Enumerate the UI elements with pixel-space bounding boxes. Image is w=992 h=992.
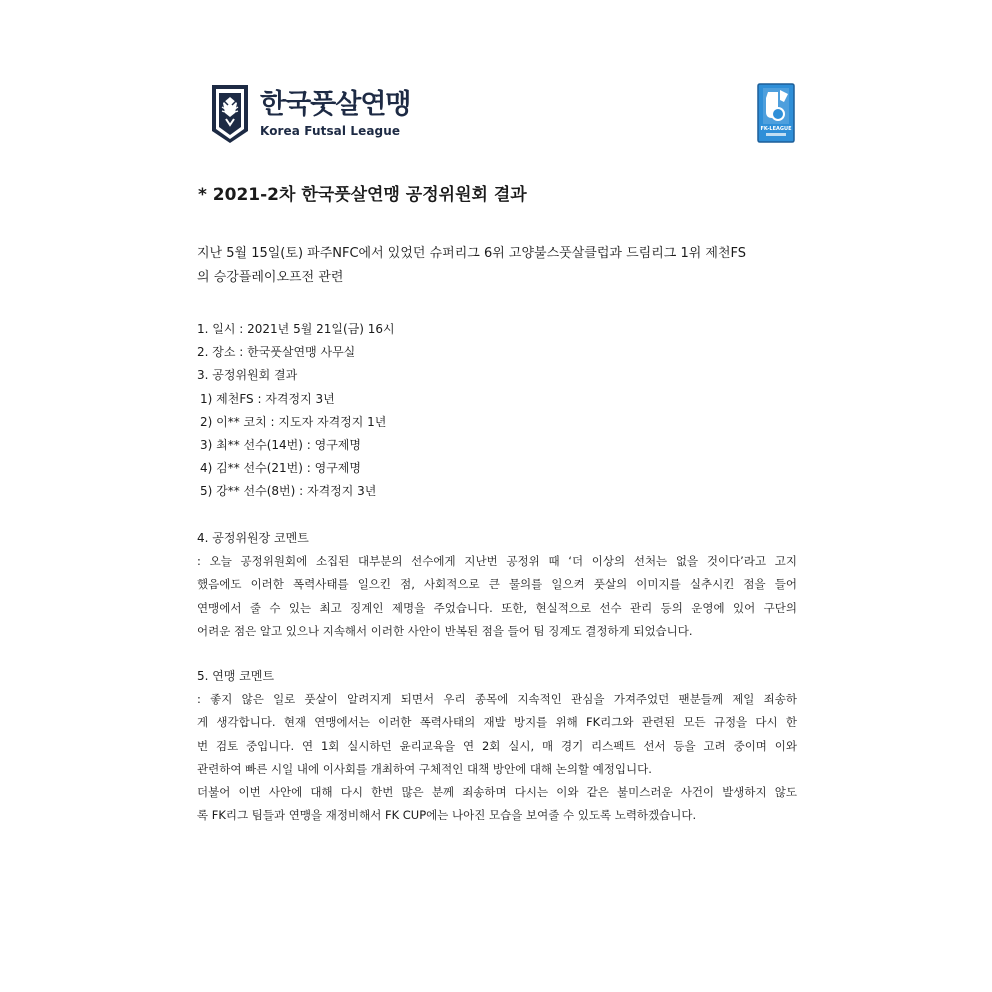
document-title: * 2021-2차 한국풋살연맹 공정위원회 결과 [198,185,527,205]
paragraph-line: 했음에도 이러한 폭력사태를 일으킨 점, 사회적으로 큰 물의를 일으켜 풋살의 이미지를 실추시킨 점을 들어 [197,577,797,592]
result-item: 2) 이** 코치 : 지도자 자격정지 1년 [200,414,387,429]
intro-paragraph [197,242,797,290]
paragraph-line: 번 검토 중입니다. 연 1회 실시하던 윤리교육을 연 2회 실시, 매 경기 리스펙트 선서 등을 고려 중이며 이와 [197,738,797,753]
result-item: 1) 제천FS : 자격정지 3년 [200,391,335,406]
paragraph-line: 어려운 점은 알고 있으나 지속해서 이러한 사안이 반복된 점을 들어 팀 징계도 결정하게 되었습니다. [197,623,693,638]
result-heading: 3. 공정위원회 결과 [197,368,298,383]
paragraph-line: 관련하여 빠른 시일 내에 이사회를 개최하여 구체적인 대책 방안에 대해 논의할 예정입니다. [197,761,652,776]
paragraph-line: : 좋지 않은 일로 풋살이 알려지게 되면서 우리 종목에 지속적인 관심을 가져주었던 팬분들께 제일 죄송하 [197,692,797,707]
details-list [197,318,395,504]
intro-line: 지난 5월 15일(토) 파주NFC에서 있었던 슈퍼리그 6위 고양불스풋살클럽과 드림리그 1위 제천FS [197,246,747,261]
paragraph-line: 록 FK리그 팀들과 연맹을 재정비해서 FK CUP에는 나아진 모습을 보여줄 수 있도록 노력하겠습니다. [197,808,697,823]
korea-futsal-league-logo [210,82,411,146]
result-item: 3) 최** 선수(14번) : 영구제명 [200,438,361,453]
section-heading: 5. 연맹 코멘트 [197,669,275,683]
paragraph-line: 연맹에서 줄 수 있는 최고 징계인 제명을 주었습니다. 또한, 현실적으로 선수 관리 등의 운영에 있어 구단의 [197,600,797,615]
paragraph-line: : 오늘 공정위원회에 소집된 대부분의 선수에게 지난번 공정위 때 ‘더 이상의 선처는 없을 것이다’라고 고지 [197,554,797,569]
logo-english-name: Korea Futsal League [260,124,401,138]
section-heading: 4. 공정위원장 코멘트 [197,531,309,545]
date-item: 1. 일시 : 2021년 5월 21일(금) 16시 [197,322,395,336]
chair-comment-section [197,527,797,643]
place-item: 2. 장소 : 한국풋살연맹 사무실 [197,345,356,360]
tiger-crest-icon [210,83,250,145]
badge-label: FK-LEAGUE [760,126,792,132]
result-item: 5) 강** 선수(8번) : 자격정지 3년 [200,484,377,499]
result-item: 4) 김** 선수(21번) : 영구제명 [200,461,361,476]
league-comment-section [197,665,797,827]
paragraph-line: 게 생각합니다. 현재 연맹에서는 이러한 폭력사태의 재발 방지를 위해 FK리그와 관련된 모든 규정을 다시 한 [197,715,797,730]
fk-league-badge-icon [756,82,796,144]
logo-korean-name: 한국풋살연맹 [260,89,411,120]
intro-line: 의 승강플레이오프전 관련 [197,270,344,285]
paragraph-line: 더불어 이번 사안에 대해 다시 한번 많은 분께 죄송하며 다시는 이와 같은 불미스러운 사건이 발생하지 않도 [197,785,797,800]
